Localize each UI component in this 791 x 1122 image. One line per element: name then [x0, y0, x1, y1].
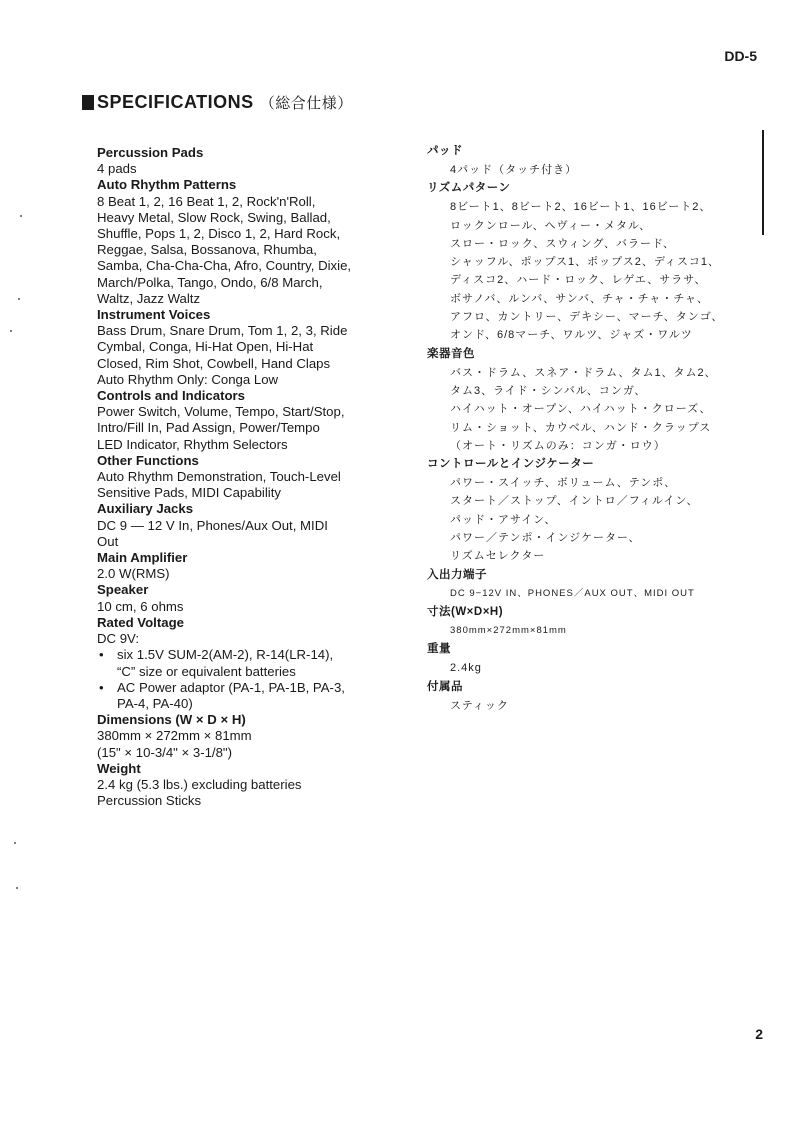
spec-value-jp: 2.4kg: [450, 662, 482, 675]
spec-heading: Weight: [97, 760, 141, 776]
spec-value: Percussion Sticks: [97, 793, 202, 809]
spec-heading-jp: 楽器音色: [427, 347, 475, 360]
bullet-dot: [97, 696, 117, 712]
spec-bullet-text: AC Power adaptor (PA-1, PA-1B, PA-3,: [117, 679, 345, 695]
spec-value: Closed, Rim Shot, Cowbell, Hand Claps: [97, 355, 331, 371]
spec-heading: Percussion Pads: [97, 145, 204, 160]
spec-value: 8 Beat 1, 2, 16 Beat 1, 2, Rock'n'Roll,: [97, 193, 316, 209]
scan-speck: [16, 887, 18, 889]
spec-value-jp: 4パッド（タッチ付き）: [450, 164, 578, 176]
spec-heading-jp: 寸法(W×D×H): [427, 605, 504, 618]
spec-value-jp: ディスコ2、ハード・ロック、レゲエ、サラサ、: [450, 274, 707, 287]
section-title-jp: （総合仕様）: [259, 95, 353, 112]
spec-heading: Rated Voltage: [97, 614, 184, 630]
spec-value-jp: スティック: [450, 699, 509, 712]
japanese-specs-column: [427, 142, 767, 715]
spec-value-jp: スタート／ストップ、イントロ／フィルイン、: [450, 495, 699, 508]
spec-bullet-text: “C” size or equivalent batteries: [117, 663, 296, 679]
spec-value: Auto Rhythm Demonstration, Touch-Level: [97, 469, 341, 485]
spec-value: 380mm × 272mm × 81mm: [97, 728, 252, 744]
spec-value: Intro/Fill In, Pad Assign, Power/Tempo: [97, 420, 320, 436]
spec-heading-jp: リズムパターン: [427, 182, 511, 195]
spec-value-jp: バス・ドラム、スネア・ドラム、タム1、タム2、: [450, 366, 717, 379]
spec-value-jp: ボサノバ、ルンバ、サンバ、チャ・チャ・チャ、: [450, 292, 709, 305]
bullet-dot: •: [99, 647, 104, 663]
spec-value: Heavy Metal, Slow Rock, Swing, Ballad,: [97, 209, 331, 225]
spec-heading: Controls and Indicators: [97, 388, 246, 404]
section-title-text: SPECIFICATIONS: [97, 92, 254, 112]
spec-heading-jp: 入出力端子: [427, 568, 487, 581]
spec-value-jp: スロー・ロック、スウィング、バラード、: [450, 237, 676, 250]
spec-value-jp: リム・ショット、カウベル、ハンド・クラップス: [450, 421, 712, 434]
bullet-dot: •: [99, 679, 104, 695]
spec-value: Out: [97, 533, 119, 549]
spec-value: Sensitive Pads, MIDI Capability: [97, 485, 281, 501]
spec-value-jp: パワー・スイッチ、ボリューム、テンポ、: [450, 477, 677, 490]
spec-bullet-line: [97, 696, 397, 712]
scan-speck: [10, 330, 12, 332]
page-number: 2: [755, 1026, 763, 1042]
spec-heading: Dimensions (W × D × H): [97, 712, 246, 728]
spec-value: 2.4 kg (5.3 lbs.) excluding batteries: [97, 776, 302, 792]
spec-bullet-line: [97, 680, 397, 696]
spec-value-jp: 8ビート1、8ビート2、16ビート1、16ビート2、: [450, 201, 712, 214]
spec-value: 10 cm, 6 ohms: [97, 598, 184, 614]
spec-value-jp: パワー／テンポ・インジケーター、: [450, 532, 641, 545]
spec-value: LED Indicator, Rhythm Selectors: [97, 436, 288, 452]
spec-heading-jp: パッド: [427, 145, 463, 157]
spec-heading: Auxiliary Jacks: [97, 501, 194, 517]
spec-value-jp: リズムセレクター: [450, 550, 546, 563]
spec-value: Reggae, Salsa, Bossanova, Rhumba,: [97, 242, 317, 258]
spec-bullet-line: [97, 664, 397, 680]
spec-heading: Speaker: [97, 582, 149, 598]
spec-value: (15" × 10-3/4" × 3-1/8"): [97, 744, 233, 760]
spec-value: Shuffle, Pops 1, 2, Disco 1, 2, Hard Rock,: [97, 226, 341, 242]
spec-bullet-line: [97, 647, 397, 663]
scan-speck: [18, 298, 20, 300]
spec-value: Auto Rhythm Only: Conga Low: [97, 371, 279, 387]
spec-value: Samba, Cha-Cha-Cha, Afro, Country, Dixie,: [97, 258, 352, 274]
section-title: [82, 92, 353, 113]
spec-value: Bass Drum, Snare Drum, Tom 1, 2, 3, Ride: [97, 323, 348, 339]
spec-heading: Auto Rhythm Patterns: [97, 177, 237, 193]
spec-value: 4 pads: [97, 161, 137, 177]
spec-value: DC 9V:: [97, 631, 140, 647]
spec-value: March/Polka, Tango, Ondo, 6/8 March,: [97, 274, 323, 290]
spec-value: Cymbal, Conga, Hi-Hat Open, Hi-Hat: [97, 339, 314, 355]
spec-value-jp: （オート・リズムのみ：コンガ・ロウ）: [450, 439, 666, 452]
spec-value-jp: オンド、6/8マーチ、ワルツ、ジャズ・ワルツ: [450, 329, 693, 342]
spec-heading-jp: コントロールとインジケーター: [427, 458, 595, 471]
spec-bullet-text: PA-4, PA-40): [117, 695, 193, 711]
english-specs-column: [97, 145, 397, 809]
spec-heading: Other Functions: [97, 452, 199, 468]
spec-value-jp: DC 9−12V IN、PHONES／AUX OUT、MIDI OUT: [450, 587, 695, 599]
document-id: DD-5: [724, 48, 757, 64]
spec-value-jp: パッド・アサイン、: [450, 513, 557, 526]
scan-speck: [20, 215, 22, 217]
spec-value-jp: シャッフル、ポップス1、ポップス2、ディスコ1、: [450, 256, 721, 269]
spec-value-jp: アフロ、カントリー、デキシー、マーチ、タンゴ、: [450, 311, 724, 324]
spec-heading-jp: 付属品: [427, 680, 463, 693]
spec-value-jp: 380mm×272mm×81mm: [450, 624, 567, 636]
spec-value: DC 9 — 12 V In, Phones/Aux Out, MIDI: [97, 517, 328, 533]
spec-value-jp: タム3、ライド・シンバル、コンガ、: [450, 384, 647, 397]
spec-heading: Instrument Voices: [97, 307, 211, 323]
spec-value: Power Switch, Volume, Tempo, Start/Stop,: [97, 404, 345, 420]
spec-value-jp: ハイハット・オープン、ハイハット・クローズ、: [450, 403, 712, 416]
bullet-dot: [97, 664, 117, 680]
spec-bullet-text: six 1.5V SUM-2(AM-2), R-14(LR-14),: [117, 647, 334, 663]
spec-value: 2.0 W(RMS): [97, 566, 170, 582]
spec-heading: Main Amplifier: [97, 550, 188, 566]
scan-speck: [14, 842, 16, 844]
spec-value-jp: ロックンロール、ヘヴィー・メタル、: [450, 219, 652, 232]
spec-heading-jp: 重量: [427, 643, 451, 656]
square-bullet-icon: [82, 95, 94, 110]
spec-value: Waltz, Jazz Waltz: [97, 290, 201, 306]
